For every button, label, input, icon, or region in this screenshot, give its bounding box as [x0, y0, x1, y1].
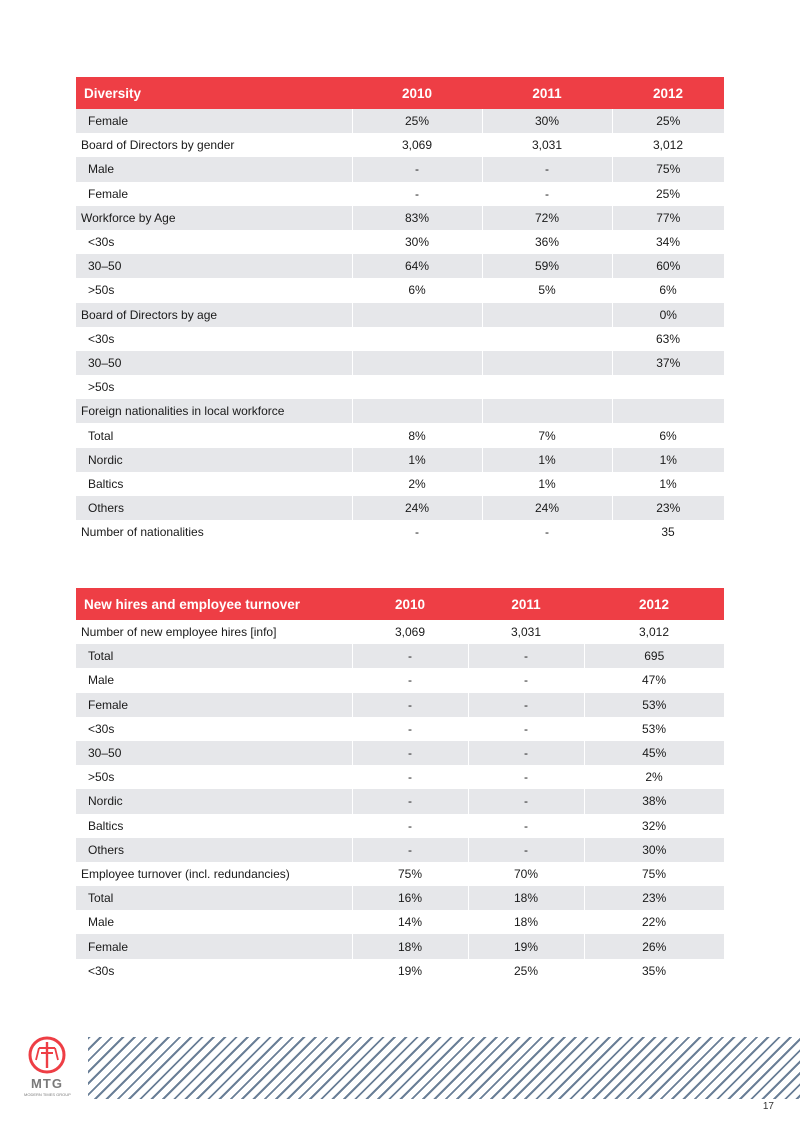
table-row	[76, 303, 724, 327]
value-2011: 72%	[482, 206, 612, 230]
value-2011	[482, 399, 612, 423]
value-2011: 18%	[468, 886, 584, 910]
value-2011	[482, 375, 612, 399]
table-row	[76, 109, 724, 133]
value-2011: -	[468, 789, 584, 813]
value-2012: 6%	[659, 428, 677, 443]
value-2012	[612, 375, 724, 399]
row-label: Number of new employee hires [info]	[81, 625, 277, 640]
table-row	[76, 423, 724, 447]
value-2011: 3,031	[531, 138, 563, 153]
value-2011: 24%	[482, 496, 612, 520]
table-row	[76, 448, 724, 472]
row-label: >50s	[88, 380, 115, 395]
row-label: Male	[76, 157, 352, 181]
value-2012: 6%	[659, 283, 677, 298]
table-row	[76, 254, 724, 278]
logo-tagline: MODERN TIMES GROUP	[24, 1092, 71, 1097]
value-2010: 19%	[397, 963, 423, 978]
value-2010: -	[352, 741, 468, 765]
value-2010	[352, 351, 482, 375]
value-2011: -	[545, 525, 549, 540]
row-label: Nordic	[76, 789, 352, 813]
row-label: Baltics	[88, 476, 124, 491]
table-row	[76, 717, 724, 741]
logo-text: MTG	[31, 1076, 63, 1091]
row-label: Female	[76, 934, 352, 958]
row-label: >50s	[88, 770, 115, 785]
value-2012: 26%	[584, 934, 724, 958]
row-label: Workforce by Age	[76, 206, 352, 230]
table-row	[76, 959, 724, 983]
value-2012: 53%	[641, 721, 667, 736]
value-2012: 3,012	[652, 138, 684, 153]
value-2010: 14%	[397, 915, 423, 930]
table-row	[76, 814, 724, 838]
value-2010: 2%	[408, 476, 426, 491]
row-label: <30s	[88, 331, 115, 346]
table-row	[76, 496, 724, 520]
value-2010: 75%	[397, 866, 423, 881]
hatched-banner	[88, 1037, 800, 1099]
value-2010: -	[352, 838, 468, 862]
table-header-row	[76, 77, 724, 109]
value-2010: 1%	[352, 448, 482, 472]
table-row	[76, 327, 724, 351]
table-row	[76, 133, 724, 157]
column-header: New hires and employee turnover	[76, 588, 352, 620]
value-2011: 25%	[513, 963, 539, 978]
value-2011: -	[468, 741, 584, 765]
value-2011: -	[524, 673, 528, 688]
table-row	[76, 472, 724, 496]
value-2011: -	[468, 838, 584, 862]
value-2010: -	[408, 673, 412, 688]
value-2010: 6%	[408, 283, 426, 298]
table-row	[76, 351, 724, 375]
row-label: 30–50	[76, 351, 352, 375]
table-row	[76, 910, 724, 934]
value-2010: 3,069	[394, 625, 426, 640]
value-2012: 32%	[641, 818, 667, 833]
value-2011: -	[482, 157, 612, 181]
value-2011: 7%	[538, 428, 556, 443]
value-2010: -	[352, 644, 468, 668]
table-row	[76, 399, 724, 423]
mtg-logo	[24, 1036, 70, 1097]
table-row	[76, 765, 724, 789]
value-2011: 59%	[482, 254, 612, 278]
row-label: Female	[88, 186, 129, 201]
value-2010: 64%	[352, 254, 482, 278]
value-2011	[482, 327, 612, 351]
row-label: Total	[76, 886, 352, 910]
row-label: >50s	[88, 283, 115, 298]
table-row	[76, 182, 724, 206]
value-2010: 25%	[352, 109, 482, 133]
value-2011: -	[524, 818, 528, 833]
row-label: Total	[76, 644, 352, 668]
value-2011: 1%	[482, 448, 612, 472]
value-2010: -	[352, 157, 482, 181]
column-header: 2012	[612, 77, 724, 109]
value-2011: 5%	[538, 283, 556, 298]
row-label: Female	[76, 693, 352, 717]
value-2011: 70%	[513, 866, 539, 881]
value-2012: 38%	[584, 789, 724, 813]
table-row	[76, 644, 724, 668]
value-2012: 77%	[612, 206, 724, 230]
value-2012: 23%	[612, 496, 724, 520]
row-label: <30s	[88, 235, 115, 250]
row-label: Total	[88, 428, 114, 443]
value-2010: 3,069	[401, 138, 433, 153]
table-row	[76, 886, 724, 910]
table-header-row	[76, 588, 724, 620]
row-label: Baltics	[88, 818, 124, 833]
value-2012: 53%	[584, 693, 724, 717]
value-2010	[352, 399, 482, 423]
value-2010: -	[415, 525, 419, 540]
value-2010: 83%	[352, 206, 482, 230]
value-2011: -	[524, 721, 528, 736]
value-2010: -	[408, 721, 412, 736]
column-header: 2011	[482, 77, 612, 109]
value-2012: 63%	[655, 331, 681, 346]
page-number: 17	[762, 1101, 774, 1112]
row-label: Male	[88, 915, 115, 930]
value-2012: 75%	[612, 157, 724, 181]
value-2011	[482, 303, 612, 327]
table-row	[76, 206, 724, 230]
value-2012: 45%	[584, 741, 724, 765]
value-2012: 0%	[612, 303, 724, 327]
value-2011: -	[545, 186, 549, 201]
value-2012: 2%	[645, 770, 663, 785]
value-2012: 1%	[612, 448, 724, 472]
column-header: 2010	[352, 77, 482, 109]
value-2012: 37%	[612, 351, 724, 375]
value-2012: 60%	[612, 254, 724, 278]
row-label: Foreign nationalities in local workforce	[76, 399, 352, 423]
row-label: Nordic	[76, 448, 352, 472]
value-2010: -	[415, 186, 419, 201]
row-label: 30–50	[76, 254, 352, 278]
row-label: Board of Directors by age	[76, 303, 352, 327]
column-header: 2011	[468, 588, 584, 620]
diversity-table	[76, 77, 724, 544]
value-2012	[612, 399, 724, 423]
value-2010: 30%	[404, 235, 430, 250]
table-row	[76, 789, 724, 813]
table-row	[76, 230, 724, 254]
column-header: 2012	[584, 588, 724, 620]
value-2011	[482, 351, 612, 375]
row-label: Female	[76, 109, 352, 133]
value-2010: -	[352, 789, 468, 813]
table-row	[76, 668, 724, 692]
row-label: <30s	[88, 963, 115, 978]
table-row	[76, 741, 724, 765]
mtg-emblem-icon	[27, 1036, 67, 1074]
row-label: Others	[76, 838, 352, 862]
row-label: <30s	[88, 721, 115, 736]
value-2010: 24%	[352, 496, 482, 520]
value-2012: 25%	[612, 109, 724, 133]
value-2012: 695	[584, 644, 724, 668]
row-label: Male	[88, 673, 115, 688]
value-2012: 35	[661, 525, 675, 540]
row-label: Employee turnover (incl. redundancies)	[81, 866, 290, 881]
value-2010: 16%	[352, 886, 468, 910]
table-row	[76, 862, 724, 886]
row-label: 30–50	[76, 741, 352, 765]
value-2011: 1%	[538, 476, 556, 491]
value-2010: 18%	[352, 934, 468, 958]
value-2011: 19%	[468, 934, 584, 958]
column-header: 2010	[352, 588, 468, 620]
value-2011: -	[468, 693, 584, 717]
value-2012: 34%	[655, 235, 681, 250]
table-row	[76, 520, 724, 544]
value-2012: 3,012	[638, 625, 670, 640]
value-2011: 3,031	[510, 625, 542, 640]
value-2012: 22%	[641, 915, 667, 930]
row-label: Others	[76, 496, 352, 520]
value-2012: 23%	[584, 886, 724, 910]
value-2011: 36%	[534, 235, 560, 250]
value-2012: 30%	[584, 838, 724, 862]
table-row	[76, 278, 724, 302]
value-2011: -	[524, 770, 528, 785]
value-2010	[352, 303, 482, 327]
value-2011: 30%	[482, 109, 612, 133]
value-2010	[352, 375, 482, 399]
value-2012: 1%	[659, 476, 677, 491]
table-row	[76, 375, 724, 399]
row-label: Board of Directors by gender	[81, 138, 235, 153]
value-2010: -	[408, 818, 412, 833]
value-2012: 25%	[655, 186, 681, 201]
value-2010: -	[408, 770, 412, 785]
table-row	[76, 620, 724, 644]
value-2012: 35%	[641, 963, 667, 978]
value-2010: 8%	[408, 428, 426, 443]
table-row	[76, 693, 724, 717]
value-2010: -	[352, 693, 468, 717]
table-row	[76, 838, 724, 862]
column-header: Diversity	[76, 77, 352, 109]
value-2012: 47%	[641, 673, 667, 688]
value-2011: 18%	[513, 915, 539, 930]
value-2012: 75%	[641, 866, 667, 881]
value-2011: -	[468, 644, 584, 668]
value-2010	[352, 327, 482, 351]
table-row	[76, 157, 724, 181]
new-hires-table	[76, 588, 724, 983]
row-label: Number of nationalities	[81, 525, 204, 540]
table-row	[76, 934, 724, 958]
